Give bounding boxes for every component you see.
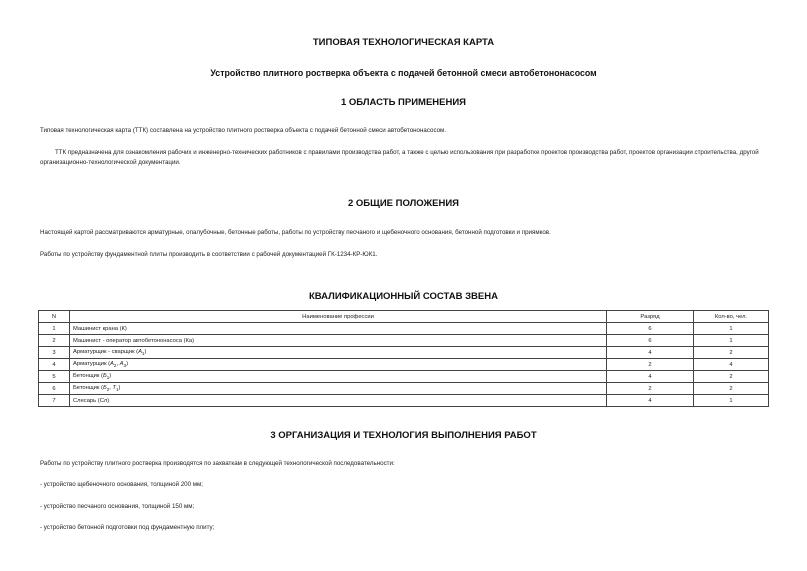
- crew-table: [38, 310, 769, 407]
- row-number: 5: [39, 371, 70, 383]
- row-grade: 2: [607, 383, 694, 395]
- section1-paragraph-1: Типовая технологическая карта (ТТК) составлена на устройство плитного ростверка объекта с подачей бетонной смеси автобетононасосом.: [40, 127, 447, 134]
- row-grade: 2: [607, 359, 694, 371]
- crew-heading: КВАЛИФИКАЦИОННЫЙ СОСТАВ ЗВЕНА: [309, 291, 498, 302]
- section2-paragraph-2: Работы по устройству фундаментной плиты производить в соответствии с рабочей документацией ГК-1234-КР-ЮК1.: [40, 251, 378, 258]
- row-number: 7: [39, 395, 70, 407]
- section3-paragraph-1: Работы по устройству плитного ростверка производятся по захваткам в следующей технологической последовательности:: [40, 460, 395, 467]
- document-title: ТИПОВАЯ ТЕХНОЛОГИЧЕСКАЯ КАРТА: [312, 37, 495, 48]
- row-profession: Арматурщик ($А_2$, $А_3$): [70, 359, 607, 371]
- row-count: 1: [694, 335, 769, 347]
- row-count: 4: [694, 359, 769, 371]
- table-row: [39, 371, 769, 383]
- table-row: [39, 323, 769, 335]
- table-row: [39, 383, 769, 395]
- row-grade: 4: [607, 395, 694, 407]
- row-grade: 4: [607, 347, 694, 359]
- row-grade: 6: [607, 335, 694, 347]
- row-count: 2: [694, 371, 769, 383]
- row-profession: Бетонщик $(Б_1)$: [70, 371, 607, 383]
- row-count: 2: [694, 347, 769, 359]
- table-row: [39, 335, 769, 347]
- row-profession: Арматурщик - сварщик $(А_1)$: [70, 347, 607, 359]
- section3-list-item: - устройство песчаного основания, толщиной 150 мм;: [40, 503, 195, 510]
- section3-list-item: - устройство бетонной подготовки под фундаментную плиту;: [40, 524, 215, 531]
- row-grade: 6: [607, 323, 694, 335]
- column-header-count: Кол-во, чел.: [694, 311, 769, 323]
- section1-heading: 1 ОБЛАСТЬ ПРИМЕНЕНИЯ: [340, 97, 467, 108]
- row-profession: Бетонщик ($Б_2$, $Т_1$): [70, 383, 607, 395]
- section1-paragraph-2: ТТК предназначена для ознакомления рабочих и инженерно-технических работников с правилами производства работ, а также с целью использования при разработке проектов производства работ, проектов организации строительства, другой организационно-технологической документации.: [40, 149, 759, 166]
- row-number: 6: [39, 383, 70, 395]
- row-profession: Машинист крана (К): [70, 323, 607, 335]
- column-header-number: N: [39, 311, 70, 323]
- column-header-profession: Наименование профессии: [70, 311, 607, 323]
- table-row: [39, 347, 769, 359]
- row-number: 2: [39, 335, 70, 347]
- section2-heading: 2 ОБЩИЕ ПОЛОЖЕНИЯ: [348, 198, 459, 209]
- section3-heading: 3 ОРГАНИЗАЦИЯ И ТЕХНОЛОГИЯ ВЫПОЛНЕНИЯ РАБОТ: [270, 430, 537, 441]
- row-profession: Слесарь (Сл): [70, 395, 607, 407]
- document-subtitle: Устройство плитного ростверка объекта с подачей бетонной смеси автобетононасосом: [210, 68, 597, 78]
- row-number: 3: [39, 347, 70, 359]
- row-grade: 4: [607, 371, 694, 383]
- section3-list-item: - устройство щебеночного основания, толщиной 200 мм;: [40, 481, 204, 488]
- table-row: [39, 395, 769, 407]
- column-header-grade: Разряд: [607, 311, 694, 323]
- row-count: 2: [694, 383, 769, 395]
- row-count: 1: [694, 395, 769, 407]
- row-count: 1: [694, 323, 769, 335]
- table-row: [39, 359, 769, 371]
- row-profession: Машинист - оператор автобетононасоса (Ка): [70, 335, 607, 347]
- table-header-row: [39, 311, 769, 323]
- row-number: 1: [39, 323, 70, 335]
- row-number: 4: [39, 359, 70, 371]
- section2-paragraph-1: Настоящей картой рассматриваются арматурные, опалубочные, бетонные работы, работы по устройству песчаного и щебеночного основания, бетонной подготовки и приямков.: [40, 229, 551, 236]
